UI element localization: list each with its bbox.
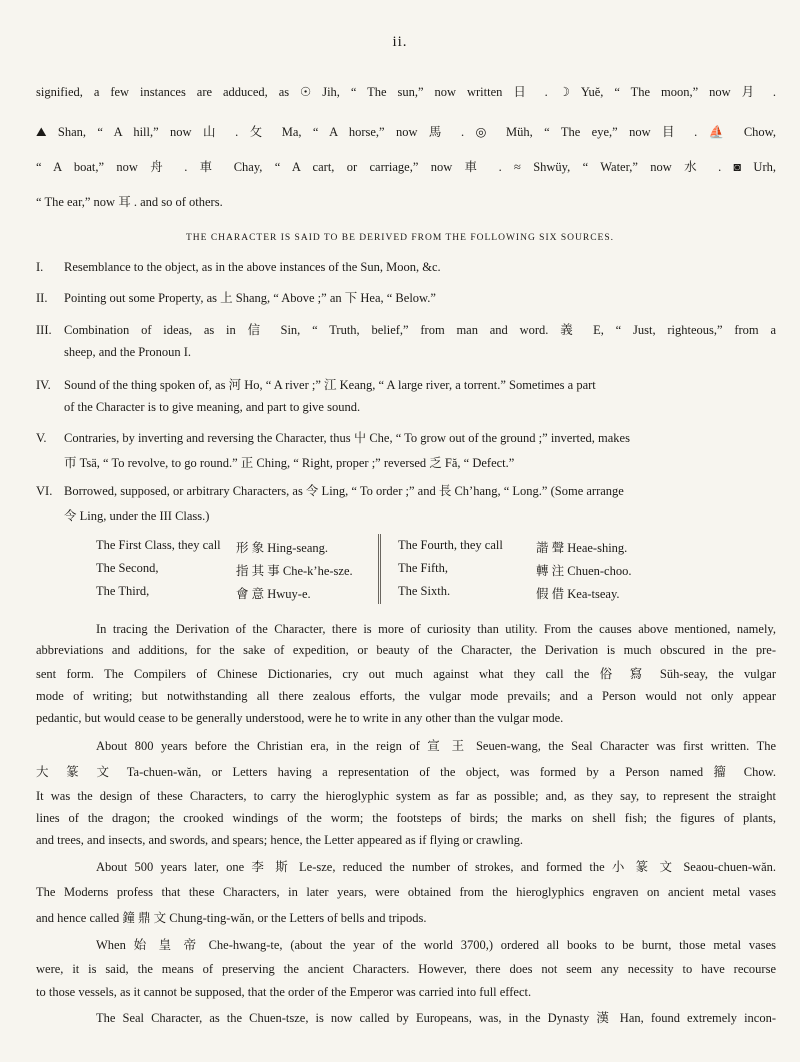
body-p1-line-3: sent form. The Compilers of Chinese Dictionaries, cry out much against what they call the 俗 寫 Süh-seay, the vulgar <box>36 667 776 681</box>
source-5-number: V. <box>36 431 47 445</box>
source-3-text: Combination of ideas, as in 信 Sin, “ Truth, belief,” from man and word. 義 E, “ Just, righteous,” from a <box>64 323 776 337</box>
body-p2-line-5: and trees, and insects, and swords, and spears; hence, the Letter appeared as if flying or crawling. <box>36 833 523 847</box>
source-6-line-1 <box>36 484 776 499</box>
body-p2-line-4: lines of the dragon; the crooked windings of the worm; the footsteps of birds; the marks on shell fish; the figures of plants, <box>36 811 776 825</box>
class-fifth-label: The Fifth, <box>398 561 448 575</box>
source-6-line-2: 令 Ling, under the III Class.) <box>64 509 210 523</box>
source-3-line-1 <box>36 323 776 338</box>
body-p4-line-1: When 始 皇 帝 Che-hwang-te, (about the year of the world 3700,) ordered all books to be burnt, those metal vases <box>96 938 776 952</box>
source-6-number: VI. <box>36 484 53 498</box>
class-first-value: 形 象 Hing-seang. <box>236 541 328 555</box>
source-1 <box>36 260 776 275</box>
body-p1-line-4: mode of writing; but notwithstanding all there zealous efforts, the vulgar mode prevails; and a Person would not only appear <box>36 689 776 703</box>
intro-line-3: “ A boat,” now 舟 . 車 Chay, “ A cart, or carriage,” now 車 . ≈ Shwüy, “ Water,” now 水 . ◙ Urh, <box>36 160 776 174</box>
source-2-text: Pointing out some Property, as 上 Shang, “ Above ;” an 下 Hea, “ Below.” <box>64 291 436 305</box>
source-2 <box>36 291 776 306</box>
class-third-label: The Third, <box>96 584 150 598</box>
body-p1-line-5: pedantic, but would cease to be generally understood, were he to write in any other than the vulgar mode. <box>36 711 564 725</box>
intro-line-2: ⛰ Shan, “ A hill,” now 山 . ⺙ Ma, “ A horse,” now 馬 . ◎ Müh, “ The eye,” now 目 . ⛵ Chow, <box>36 125 776 139</box>
class-table-divider <box>378 534 381 604</box>
class-fourth-label: The Fourth, they call <box>398 538 503 552</box>
body-p2-line-1: About 800 years before the Christian era, in the reign of 宣 王 Seuen-wang, the Seal Character was first written. The <box>96 739 776 753</box>
source-5-line-1 <box>36 431 776 446</box>
source-4-line-1 <box>36 378 776 393</box>
body-p1-line-2: abbreviations and additions, for the sake of expedition, or beauty of the Character, the Derivation is much obscured in the pre- <box>36 643 776 657</box>
page-number: ii. <box>392 34 408 50</box>
class-sixth-value: 假 借 Kea-tseay. <box>536 587 620 601</box>
intro-line-1: signified, a few instances are adduced, as ☉ Jih, “ The sun,” now written 日 . ☽ Yuĕ, “ The moon,” now 月 . <box>36 85 776 99</box>
source-1-text: Resemblance to the object, as in the above instances of the Sun, Moon, &c. <box>64 260 441 274</box>
body-p3-line-3: and hence called 鐘 鼎 文 Chung-ting-wăn, or the Letters of bells and tripods. <box>36 911 427 925</box>
source-6-text: Borrowed, supposed, or arbitrary Characters, as 令 Ling, “ To order ;” and 長 Ch’hang, “ Long.” (Some arrange <box>64 484 624 498</box>
class-first-label: The First Class, they call <box>96 538 221 552</box>
body-p5-line-1: The Seal Character, as the Chuen-tsze, is now called by Europeans, was, in the Dynasty 漢 Han, found extremely incon- <box>96 1011 776 1025</box>
body-p1-line-1: In tracing the Derivation of the Character, there is more of curiosity than utility. From the causes above mentioned, namely, <box>96 622 776 636</box>
body-p2-line-2: 大 篆 文 Ta-chuen-wăn, or Letters having a representation of the object, was formed by a Person named 籀 Chow. <box>36 765 776 779</box>
source-3-number: III. <box>36 323 52 337</box>
intro-line-4: “ The ear,” now 耳 . and so of others. <box>36 195 223 209</box>
body-p3-line-2: The Moderns profess that these Characters, in later years, were obtained from the hieroglyphics engraven on ancient metal vases <box>36 885 776 899</box>
class-second-value: 指 其 事 Che-k’he-sze. <box>236 564 353 578</box>
section-heading: THE CHARACTER IS SAID TO BE DERIVED FROM THE FOLLOWING SIX SOURCES. <box>185 233 615 243</box>
body-p2-line-3: It was the design of these Characters, to carry the hieroglyphic system as far as possible; and, as they say, to represent the straight <box>36 789 776 803</box>
class-sixth-label: The Sixth. <box>398 584 451 598</box>
source-1-number: I. <box>36 260 44 274</box>
body-p4-line-2: were, it is said, the means of preserving the ancient Characters. However, there does not seem any necessity to have recourse <box>36 962 776 976</box>
class-fourth-value: 諧 聲 Heae-shing. <box>536 541 628 555</box>
source-5-line-2: 帀 Tsä, “ To revolve, to go round.” 正 Ching, “ Right, proper ;” reversed 乏 Fă, “ Defect.” <box>64 456 515 470</box>
source-4-line-2: of the Character is to give meaning, and part to give sound. <box>64 400 361 414</box>
source-3-line-2: sheep, and the Pronoun I. <box>64 345 192 359</box>
class-third-value: 會 意 Hwuy-e. <box>236 587 311 601</box>
source-4-number: IV. <box>36 378 51 392</box>
source-4-text: Sound of the thing spoken of, as 河 Ho, “ A river ;” 江 Keang, “ A large river, a torrent.” Sometimes a part <box>64 378 596 392</box>
class-fifth-value: 轉 注 Chuen-choo. <box>536 564 632 578</box>
source-5-text: Contraries, by inverting and reversing the Character, thus 屮 Che, “ To grow out of the ground ;” inverted, makes <box>64 431 630 445</box>
class-second-label: The Second, <box>96 561 159 575</box>
body-p3-line-1: About 500 years later, one 李 斯 Le-sze, reduced the number of strokes, and formed the 小 篆 文 Seaou-chuen-wăn. <box>96 860 776 874</box>
source-2-number: II. <box>36 291 48 305</box>
body-p4-line-3: to those vessels, as it cannot be supposed, that the order of the Emperor was carried into full effect. <box>36 985 532 999</box>
